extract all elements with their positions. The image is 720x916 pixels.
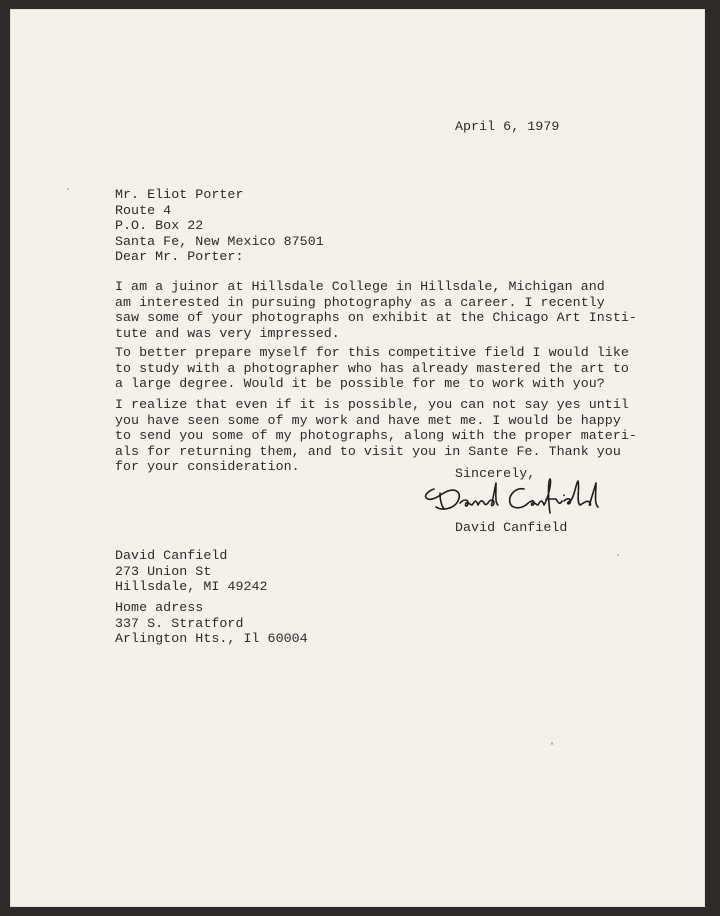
paragraph-1 [115,279,637,341]
recipient-line: Santa Fe, New Mexico 87501 [115,233,324,249]
paragraph-3 [115,397,637,475]
paragraph-line: saw some of your photographs on exhibit at the Chicago Art Insti- [115,310,637,325]
paragraph-line: for your consideration. [115,459,300,474]
paragraph-line: I realize that even if it is possible, you can not say yes until [115,397,629,412]
salutation: Dear Mr. Porter: [115,249,244,264]
paragraph-line: to send you some of my photographs, along with the proper materi- [115,428,637,443]
sender-address-line: David Canfield [115,548,228,563]
paper-speck [67,188,69,190]
paragraph-line: am interested in pursuing photography as a career. I recently [115,294,605,310]
home-address-line: Home adress [115,600,204,615]
paragraph-line: you have seen some of my work and have met me. I would be happy [115,412,621,428]
recipient-line: P.O. Box 22 [115,218,204,233]
letter-date: April 6, 1979 [455,119,560,134]
recipient-address [115,187,324,249]
paragraph-line: To better prepare myself for this competitive field I would like [115,345,629,360]
sender-address [115,548,268,595]
home-address-line: 337 S. Stratford [115,615,244,631]
home-address-line: Arlington Hts., Il 60004 [115,631,308,646]
closing: Sincerely, [455,466,536,481]
home-address [115,600,308,647]
paper-speck [551,742,553,745]
sender-address-line: Hillsdale, MI 49242 [115,579,268,594]
sender-address-line: 273 Union St [115,563,212,579]
paragraph-line: tute and was very impressed. [115,325,340,341]
paragraph-2 [115,345,629,392]
recipient-line: Mr. Eliot Porter [115,187,244,202]
paragraph-line: als for returning them, and to visit you in Sante Fe. Thank you [115,443,621,459]
paragraph-line: to study with a photographer who has already mastered the art to [115,360,629,376]
paragraph-line: a large degree. Would it be possible for me to work with you? [115,376,605,391]
recipient-line: Route 4 [115,202,172,218]
handwritten-signature [420,475,610,525]
paragraph-line: I am a juinor at Hillsdale College in Hillsdale, Michigan and [115,279,605,294]
signer-name: David Canfield [455,520,568,535]
paper-speck [617,554,619,556]
